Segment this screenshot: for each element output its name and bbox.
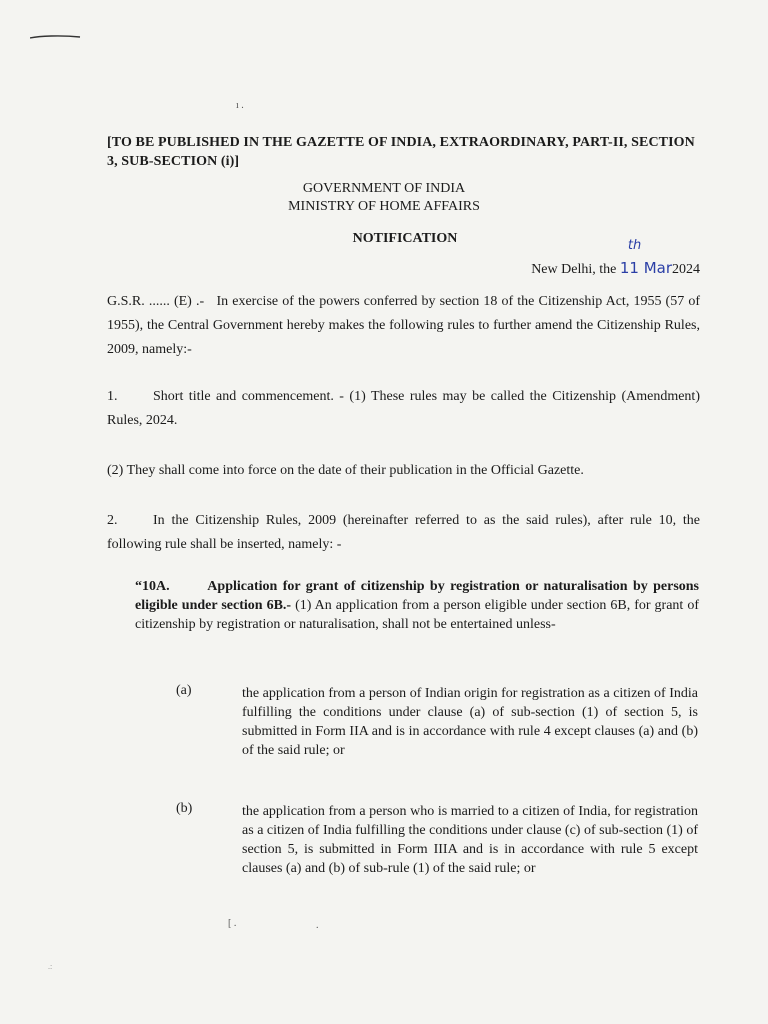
paragraph-2: [107, 509, 700, 557]
clause-a-text: the application from a person of Indian origin for registration as a citizen of India fulfilling the conditions under clause (a) of sub-section (1) of section 5, is submitted in Form IIA and is in accordance with rule 4 except clauses (a) and (b) of the said rule; or: [242, 686, 698, 758]
clause-a-label: (a): [176, 683, 192, 698]
paragraph-1-sub-2: (2) They shall come into force on the date of their publication in the Official Gazette.: [107, 463, 584, 478]
clause-b-label: (b): [176, 801, 193, 816]
government-title: GOVERNMENT OF INDIA: [302, 181, 466, 196]
para-1-text: Short title and commencement. - (1) These rules may be called the Citizenship (Amendment) Rules, 2024.: [107, 389, 700, 428]
dateline-place: New Delhi, the: [531, 262, 617, 277]
scan-speck: [ .: [228, 918, 237, 929]
scan-speck: .:: [48, 962, 53, 971]
paragraph-1: [107, 385, 700, 433]
para-2-text: In the Citizenship Rules, 2009 (hereinafter referred to as the said rules), after rule 10, the following rule shall be inserted, namely: -: [107, 513, 700, 552]
rule-text: (1) An application from a person eligible under section 6B, for grant of citizenship by registration or naturalisation, shall not be entertained unless-: [135, 598, 699, 632]
pen-stroke-mark: [30, 34, 82, 40]
handwritten-date: [619, 238, 672, 277]
dateline: [531, 238, 700, 278]
gazette-header: [TO BE PUBLISHED IN THE GAZETTE OF INDIA, EXTRAORDINARY, PART-II, SECTION 3, SUB-SECTION (i)]: [107, 135, 695, 169]
ministry-title: MINISTRY OF HOME AFFAIRS: [288, 199, 480, 214]
rule-10a: [135, 577, 699, 634]
dateline-year: 2024: [672, 262, 700, 277]
handwritten-suffix: th: [627, 238, 642, 253]
clause-b-text: the application from a person who is married to a citizen of India, for registration as a citizen of India fulfilling the conditions under clause (c) of sub-section (1) of section 5, is submitted in Form IIIA and is in accordance with rule 5 except clauses (a) and (b) of sub-rule (1) of the said rule; or: [242, 804, 698, 876]
para-1-number: 1.: [107, 389, 118, 404]
notification-title: NOTIFICATION: [352, 231, 458, 246]
scan-speck: ı .: [236, 100, 244, 111]
rule-heading: Application for grant of citizenship by registration or naturalisation by persons eligible under section 6B.-: [135, 579, 700, 613]
handwritten-day: 11 Mar: [619, 259, 672, 277]
para-2-number: 2.: [107, 513, 118, 528]
gsr-label: G.S.R. ...... (E) .-: [107, 294, 205, 309]
scan-speck: .: [316, 920, 319, 931]
preamble-text: In exercise of the powers conferred by section 18 of the Citizenship Act, 1955 (57 of 1955), the Central Government hereby makes the following rules to further amend the Citizenship Rules, 2009, namely:-: [107, 294, 700, 357]
rule-number: “10A.: [135, 579, 170, 594]
preamble-paragraph: [107, 290, 700, 362]
